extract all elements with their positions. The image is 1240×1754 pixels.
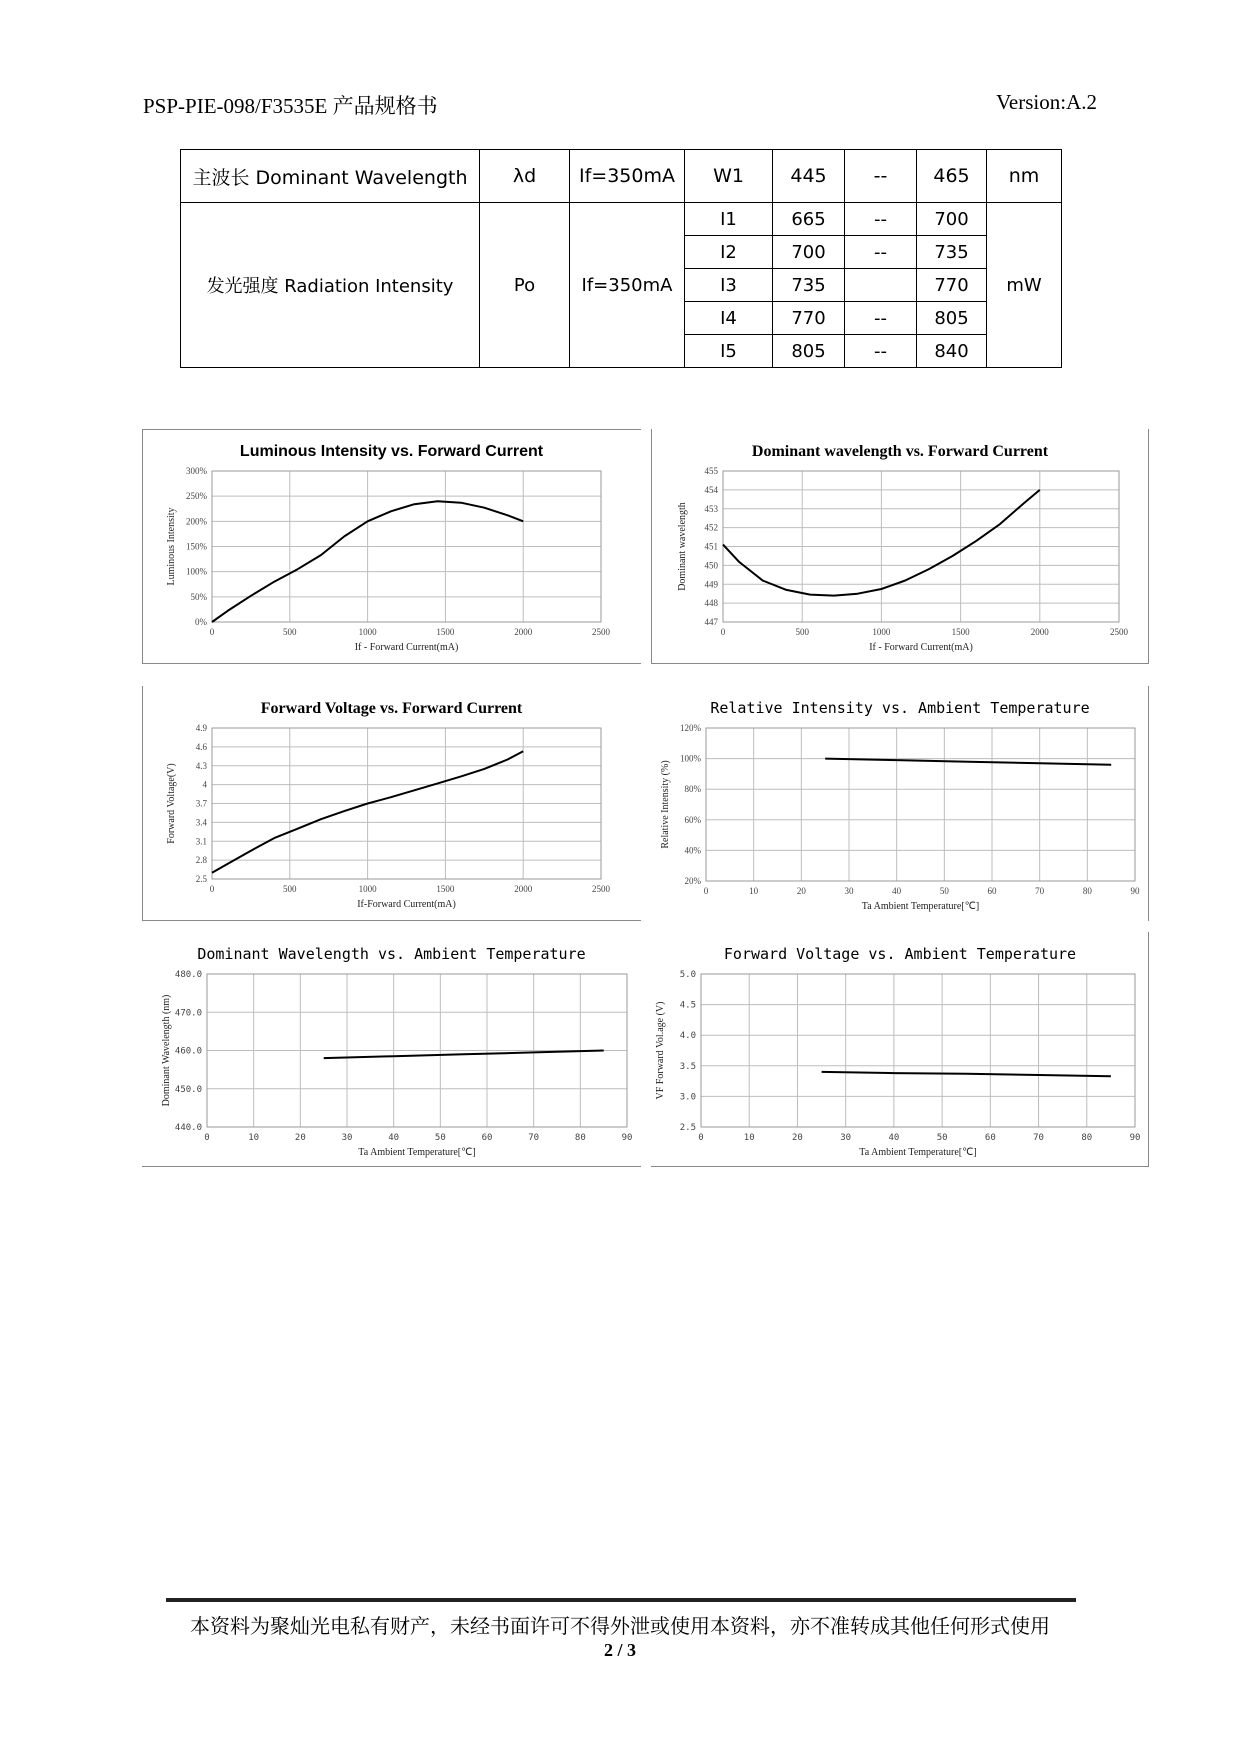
min-cell: 770 — [773, 302, 845, 335]
y-axis-label: Luminous Intensity — [166, 507, 177, 586]
chart-forward-voltage-vs-current — [142, 686, 641, 921]
condition-cell: If=350mA — [570, 150, 685, 203]
y-tick-label: 451 — [704, 541, 718, 552]
x-tick-label: 1500 — [436, 884, 455, 894]
y-tick-label: 3.4 — [195, 817, 207, 828]
chart-svg — [651, 686, 1149, 921]
typ-cell: -- — [845, 150, 917, 203]
y-tick-label: 4 — [202, 779, 207, 790]
plot-area — [701, 974, 1135, 1127]
series-line — [825, 759, 1111, 765]
max-cell: 735 — [917, 236, 987, 269]
x-tick-label: 1500 — [951, 627, 970, 637]
y-tick-label: 3.1 — [195, 836, 207, 847]
y-tick-label: 454 — [704, 484, 718, 495]
y-tick-label: 50% — [190, 591, 207, 602]
table-row — [181, 203, 1062, 236]
x-tick-label: 70 — [1033, 1133, 1044, 1143]
y-tick-label: 448 — [704, 598, 718, 609]
y-tick-label: 300% — [186, 466, 207, 476]
symbol-cell: Po — [480, 203, 570, 368]
footer-notice: 本资料为聚灿光电私有财产，未经书面许可不得外泄或使用本资料，亦不准转成其他任何形式使用 — [190, 1614, 1050, 1638]
condition-cell: If=350mA — [570, 203, 685, 368]
min-cell: 735 — [773, 269, 845, 302]
symbol-cell: λd — [480, 150, 570, 203]
y-tick-label: 250% — [186, 491, 207, 502]
x-tick-label: 20 — [792, 1133, 803, 1143]
code-cell: I2 — [685, 236, 773, 269]
x-tick-label: 2500 — [1110, 627, 1128, 637]
x-tick-label: 0 — [698, 1133, 704, 1143]
x-tick-label: 2500 — [592, 884, 610, 894]
x-tick-label: 80 — [1082, 886, 1092, 896]
x-tick-label: 40 — [388, 1133, 400, 1143]
chart-dominant-wavelength-vs-temperature — [142, 932, 641, 1167]
typ-cell: -- — [845, 302, 917, 335]
y-tick-label: 450 — [704, 560, 718, 571]
x-tick-label: 0 — [209, 884, 215, 894]
y-tick-label: 455 — [704, 466, 718, 476]
y-tick-label: 470.0 — [174, 1008, 202, 1019]
x-axis-label: Ta Ambient Temperature[℃] — [859, 1147, 977, 1158]
x-tick-label: 70 — [528, 1133, 540, 1143]
x-tick-label: 50 — [936, 1133, 948, 1143]
x-tick-label: 90 — [1129, 1133, 1141, 1143]
y-tick-label: 452 — [704, 522, 718, 533]
version-label: Version:A.2 — [996, 90, 1097, 114]
y-tick-label: 453 — [704, 503, 718, 514]
x-tick-label: 500 — [795, 627, 809, 637]
typ-cell: -- — [845, 236, 917, 269]
x-axis-label: If - Forward Current(mA) — [869, 642, 973, 653]
y-axis-label: Forward Voltage(V) — [166, 763, 177, 844]
x-tick-label: 500 — [283, 884, 297, 894]
y-tick-label: 4.0 — [679, 1031, 696, 1042]
min-cell: 445 — [773, 150, 845, 203]
page-number: 2 / 3 — [603, 1640, 636, 1660]
chart-svg — [651, 429, 1149, 664]
y-tick-label: 447 — [704, 617, 718, 627]
code-cell: W1 — [685, 150, 773, 203]
x-tick-label: 50 — [939, 886, 949, 896]
max-cell: 700 — [917, 203, 987, 236]
chart-dominant-wavelength-vs-current — [651, 429, 1149, 664]
y-axis-label: VF Forward Vol.age (V) — [655, 1001, 666, 1100]
x-tick-label: 1000 — [358, 884, 377, 894]
y-tick-label: 4.3 — [195, 760, 207, 771]
x-tick-label: 30 — [840, 1133, 852, 1143]
chart-title: Forward Voltage vs. Forward Current — [260, 700, 523, 717]
spec-table — [180, 149, 1062, 368]
typ-cell: -- — [845, 335, 917, 368]
x-tick-label: 10 — [248, 1133, 260, 1143]
chart-luminous-intensity-vs-current — [142, 429, 641, 664]
x-axis-label: If-Forward Current(mA) — [357, 899, 456, 910]
x-tick-label: 60 — [987, 886, 997, 896]
chart-svg — [142, 932, 641, 1167]
y-axis-label: Dominant wavelength — [677, 502, 688, 591]
chart-title: Dominant Wavelength vs. Ambient Temperature — [197, 945, 586, 963]
typ-cell — [845, 269, 917, 302]
max-cell: 770 — [917, 269, 987, 302]
x-tick-label: 1000 — [358, 627, 377, 637]
y-tick-label: 100% — [680, 753, 701, 764]
x-tick-label: 0 — [209, 627, 215, 637]
y-tick-label: 150% — [186, 541, 207, 552]
unit-cell: nm — [987, 150, 1062, 203]
param-cell: 发光强度 Radiation Intensity — [181, 203, 480, 368]
x-tick-label: 2000 — [514, 627, 533, 637]
chart-title: Forward Voltage vs. Ambient Temperature — [723, 945, 1077, 963]
y-tick-label: 440.0 — [174, 1123, 202, 1133]
chart-relative-intensity-vs-temperature — [651, 686, 1149, 921]
code-cell: I4 — [685, 302, 773, 335]
series-line — [324, 1051, 604, 1059]
y-tick-label: 200% — [186, 516, 207, 527]
document-title: PSP-PIE-098/F3535E 产品规格书 — [143, 94, 438, 118]
y-tick-label: 480.0 — [174, 970, 202, 980]
x-tick-label: 20 — [796, 886, 806, 896]
code-cell: I3 — [685, 269, 773, 302]
chart-svg — [651, 932, 1149, 1167]
y-tick-label: 100% — [186, 566, 207, 577]
y-tick-label: 20% — [684, 876, 701, 886]
y-tick-label: 2.5 — [679, 1123, 696, 1133]
x-tick-label: 20 — [294, 1133, 306, 1143]
x-tick-label: 40 — [892, 886, 902, 896]
y-tick-label: 60% — [684, 814, 701, 825]
y-tick-label: 3.0 — [679, 1092, 696, 1103]
y-tick-label: 3.5 — [679, 1061, 696, 1072]
x-axis-label: If - Forward Current(mA) — [354, 642, 459, 653]
chart-title: Dominant wavelength vs. Forward Current — [751, 443, 1049, 460]
min-cell: 700 — [773, 236, 845, 269]
series-line — [822, 1072, 1111, 1076]
table-row — [181, 150, 1062, 203]
chart-title: Relative Intensity vs. Ambient Temperature — [710, 699, 1090, 717]
x-tick-label: 0 — [703, 886, 709, 896]
y-tick-label: 4.5 — [679, 1000, 696, 1011]
x-tick-label: 2500 — [592, 627, 610, 637]
chart-title: Luminous Intensity vs. Forward Current — [239, 443, 544, 460]
footer-divider — [166, 1598, 1076, 1602]
x-tick-label: 50 — [434, 1133, 446, 1143]
x-tick-label: 10 — [749, 886, 759, 896]
y-axis-label: Dominant Wavelength (nm) — [161, 994, 172, 1107]
y-tick-label: 449 — [704, 579, 718, 590]
y-axis-label: Relative Intensity (%) — [660, 760, 671, 849]
y-tick-label: 460.0 — [174, 1046, 202, 1057]
x-tick-label: 80 — [1081, 1133, 1093, 1143]
x-tick-label: 80 — [574, 1133, 586, 1143]
x-tick-label: 30 — [844, 886, 854, 896]
y-tick-label: 450.0 — [174, 1084, 202, 1095]
x-tick-label: 2000 — [514, 884, 533, 894]
min-cell: 805 — [773, 335, 845, 368]
x-tick-label: 0 — [720, 627, 726, 637]
code-cell: I1 — [685, 203, 773, 236]
x-tick-label: 40 — [888, 1133, 900, 1143]
y-tick-label: 80% — [684, 784, 701, 795]
x-tick-label: 2000 — [1030, 627, 1049, 637]
chart-svg — [142, 686, 641, 921]
x-tick-label: 10 — [743, 1133, 755, 1143]
y-tick-label: 2.8 — [195, 855, 207, 866]
x-tick-label: 500 — [283, 627, 297, 637]
typ-cell: -- — [845, 203, 917, 236]
x-axis-label: Ta Ambient Temperature[℃] — [358, 1147, 476, 1158]
y-tick-label: 2.5 — [195, 874, 207, 884]
min-cell: 665 — [773, 203, 845, 236]
x-tick-label: 60 — [481, 1133, 493, 1143]
y-tick-label: 0% — [195, 617, 207, 627]
code-cell: I5 — [685, 335, 773, 368]
param-cell: 主波长 Dominant Wavelength — [181, 150, 480, 203]
y-tick-label: 40% — [684, 845, 701, 856]
x-tick-label: 30 — [341, 1133, 353, 1143]
x-tick-label: 90 — [621, 1133, 633, 1143]
unit-cell: mW — [987, 203, 1062, 368]
x-tick-label: 1000 — [872, 627, 891, 637]
x-tick-label: 1500 — [436, 627, 455, 637]
y-tick-label: 5.0 — [679, 970, 696, 980]
chart-svg — [142, 429, 641, 664]
chart-forward-voltage-vs-temperature — [651, 932, 1149, 1167]
x-axis-label: Ta Ambient Temperature[℃] — [861, 901, 980, 912]
x-tick-label: 70 — [1035, 886, 1045, 896]
x-tick-label: 60 — [984, 1133, 996, 1143]
y-tick-label: 4.9 — [195, 723, 207, 733]
max-cell: 465 — [917, 150, 987, 203]
max-cell: 805 — [917, 302, 987, 335]
y-tick-label: 3.7 — [195, 798, 207, 809]
plot-area — [706, 728, 1135, 881]
y-tick-label: 120% — [680, 723, 701, 733]
x-tick-label: 0 — [204, 1133, 210, 1143]
x-tick-label: 90 — [1130, 886, 1140, 896]
y-tick-label: 4.6 — [195, 741, 207, 752]
max-cell: 840 — [917, 335, 987, 368]
